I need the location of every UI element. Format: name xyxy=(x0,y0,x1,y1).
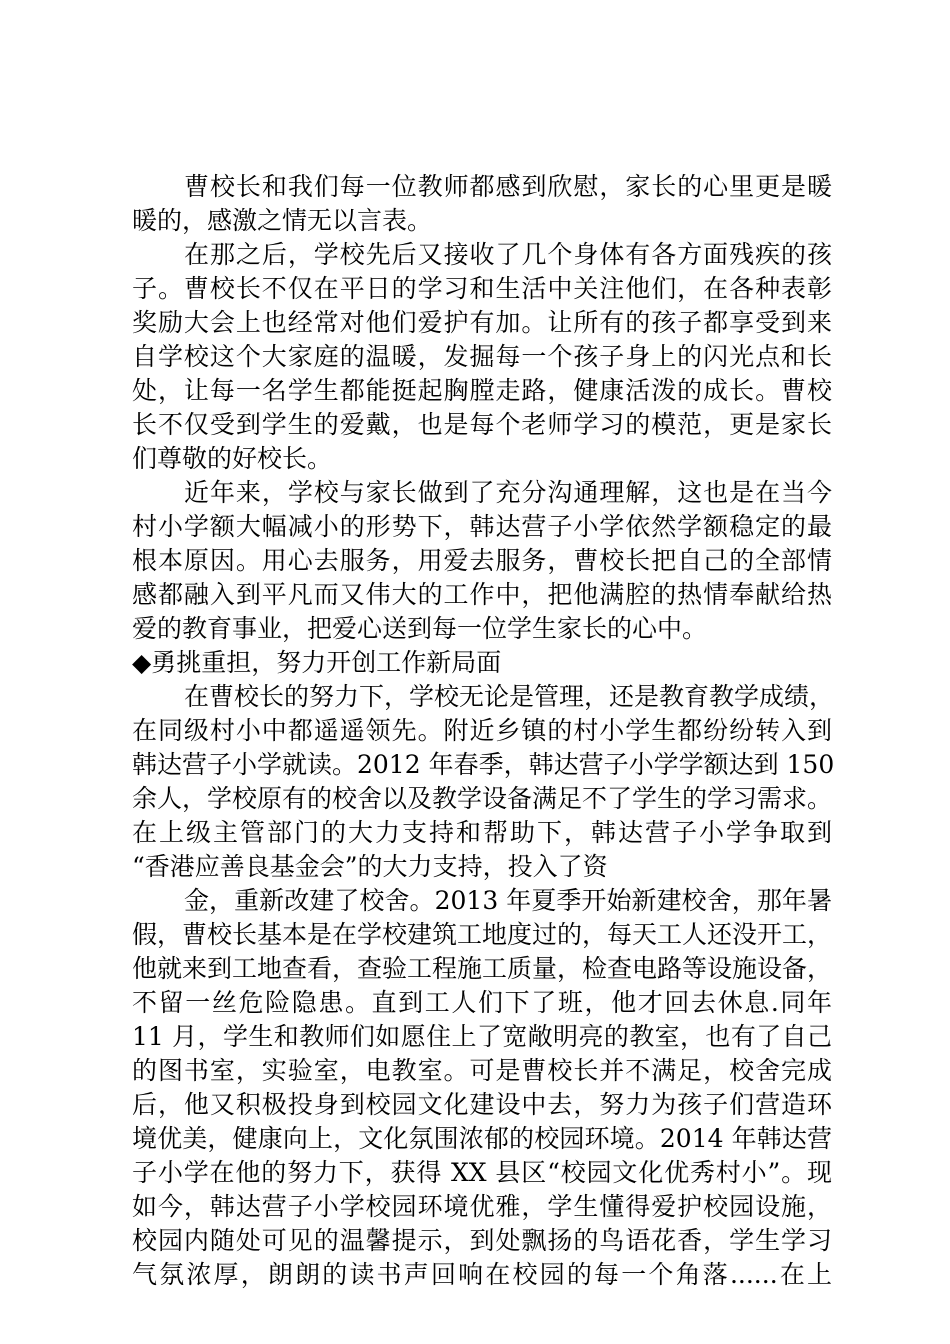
text-line: 在上级主管部门的大力支持和帮助下，韩达营子小学争取到 xyxy=(132,818,832,847)
text-line: 们尊敬的好校长。 xyxy=(132,444,333,473)
text-line: 子小学在他的努力下，获得 XX 县区“校园文化优秀村小”。现 xyxy=(132,1158,832,1187)
text-line: 长不仅受到学生的爱戴，也是每个老师学习的模范，更是家长 xyxy=(132,410,832,439)
text-line: 余人，学校原有的校舍以及教学设备满足不了学生的学习需求。 xyxy=(132,784,833,813)
text-line: 校园内随处可见的温馨提示，到处飘扬的鸟语花香，学生学习 xyxy=(132,1226,832,1255)
text-line: 不留一丝危险隐患。直到工人们下了班，他才回去休息.同年 xyxy=(132,988,832,1017)
section-heading: ◆勇挑重担，努力开创工作新局面 xyxy=(132,648,502,677)
text-line: 爱的教育事业，把爱心送到每一位学生家长的心中。 xyxy=(132,614,708,643)
text-line: 暖的，感激之情无以言表。 xyxy=(132,206,433,235)
text-line: 村小学额大幅减小的形势下，韩达营子小学依然学额稳定的最 xyxy=(132,512,832,541)
text-line: 在同级村小中都遥遥领先。附近乡镇的村小学生都纷纷转入到 xyxy=(132,716,832,745)
text-line: 11 月，学生和教师们如愿住上了宽敞明亮的教室，也有了自己 xyxy=(132,1022,832,1051)
text-line: 子。曹校长不仅在平日的学习和生活中关注他们，在各种表彰 xyxy=(132,274,832,303)
text-line: 他就来到工地查看，查验工程施工质量，检查电路等设施设备， xyxy=(132,954,833,983)
text-line: 自学校这个大家庭的温暖，发掘每一个孩子身上的闪光点和长 xyxy=(132,342,832,371)
text-line: 金，重新改建了校舍。2013 年夏季开始新建校舍，那年暑 xyxy=(184,886,832,915)
text-line: 处，让每一名学生都能挺起胸膛走路，健康活泼的成长。曹校 xyxy=(132,376,832,405)
text-line: “香港应善良基金会”的大力支持，投入了资 xyxy=(132,852,608,881)
text-line: 感都融入到平凡而又伟大的工作中，把他满腔的热情奉献给热 xyxy=(132,580,832,609)
text-line: 假，曹校长基本是在学校建筑工地度过的，每天工人还没开工， xyxy=(132,920,833,949)
text-line: 境优美，健康向上，文化氛围浓郁的校园环境。2014 年韩达营 xyxy=(132,1124,832,1153)
text-line: 后，他又积极投身到校园文化建设中去，努力为孩子们营造环 xyxy=(132,1090,832,1119)
text-line: 在那之后，学校先后又接收了几个身体有各方面残疾的孩 xyxy=(184,240,832,269)
document-page xyxy=(132,170,835,1292)
text-line: 如今，韩达营子小学校园环境优雅，学生懂得爱护校园设施， xyxy=(132,1192,832,1221)
text-line: 曹校长和我们每一位教师都感到欣慰，家长的心里更是暖 xyxy=(184,172,832,201)
text-line: 奖励大会上也经常对他们爱护有加。让所有的孩子都享受到来 xyxy=(132,308,832,337)
text-line: 近年来，学校与家长做到了充分沟通理解，这也是在当今 xyxy=(184,478,832,507)
text-line: 在曹校长的努力下，学校无论是管理，还是教育教学成绩， xyxy=(184,682,835,711)
text-line: 气氛浓厚，朗朗的读书声回响在校园的每一个角落......在上 xyxy=(132,1260,832,1289)
text-line: 根本原因。用心去服务，用爱去服务，曹校长把自己的全部情 xyxy=(132,546,832,575)
text-line: 韩达营子小学就读。2012 年春季，韩达营子小学学额达到 150 xyxy=(132,750,835,779)
text-line: 的图书室，实验室，电教室。可是曹校长并不满足，校舍完成 xyxy=(132,1056,832,1085)
